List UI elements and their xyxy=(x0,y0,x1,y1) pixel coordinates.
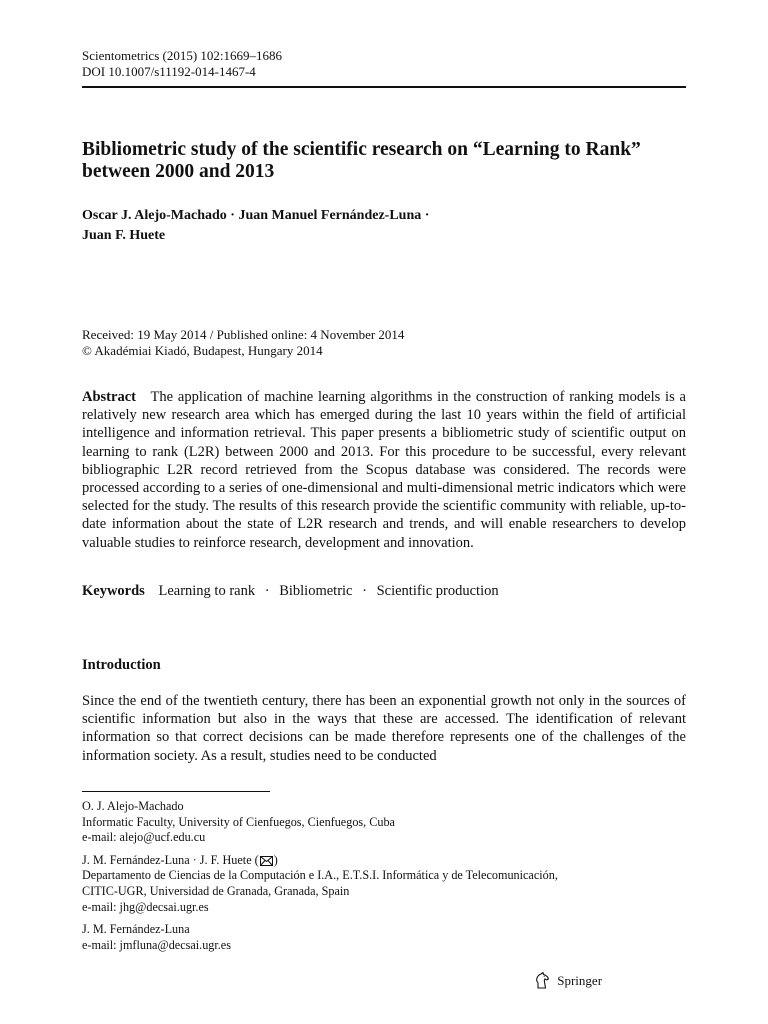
introduction-text: Since the end of the twentieth century, there has been an exponential growth not only in the sources of scientific information but also in the ways that these are accessed. The identification of relevant information so that correct decisions can be made therefore represents one of the challenges of the information society. As a result, studies need to be conducted xyxy=(82,693,686,764)
footnote-line: J. M. Fernández-Luna xyxy=(82,922,190,937)
footnote-email[interactable]: e-mail: alejo@ucf.edu.cu xyxy=(82,830,206,845)
journal-info xyxy=(82,48,282,80)
abstract-text: The application of machine learning algorithms in the construction of ranking models is a relatively new research area which has emerged during the last 10 years within the field of artificial intelligence and information retrieval. This paper presents a bibliometric study of scientific output on learning to rank (L2R) between 2000 and 2013. For this procedure to be successful, every relevant bibliographic L2R record retrieved from the Scopus database was considered. The records were processed according to a series of one-dimensional and multi-dimensional metric indicators which were selected for the study. The results of this research provide the scientific community with reliable, up-to-date information about the state of L2R research and trends, and will enable researchers to develop valuable studies to reinforce research, development and innovation. xyxy=(82,389,686,551)
footnote-email[interactable]: e-mail: jhg@decsai.ugr.es xyxy=(82,899,209,914)
footnote-line: Departamento de Ciencias de la Computación e I.A., E.T.S.I. Informática y de Telecomunicación, xyxy=(82,868,558,883)
footnote-email[interactable]: e-mail: jmfluna@decsai.ugr.es xyxy=(82,937,231,952)
footnote-names: J. M. Fernández-Luna · J. F. Huete xyxy=(82,852,252,867)
author-line-2: Juan F. Huete xyxy=(82,228,166,243)
footnote-author-1 xyxy=(82,799,686,846)
keyword-separator: · xyxy=(362,583,367,599)
keyword: Bibliometric xyxy=(279,583,353,599)
keyword-separator: · xyxy=(264,583,270,599)
author-line-1: Oscar J. Alejo-Machado · Juan Manuel Fernández-Luna · xyxy=(82,208,430,223)
keywords-label: Keywords xyxy=(82,583,145,599)
footnote-line xyxy=(82,853,686,869)
author-footnotes xyxy=(82,799,686,960)
footnote-line: Informatic Faculty, University of Cienfuegos, Cienfuegos, Cuba xyxy=(82,814,395,829)
page xyxy=(82,0,686,1024)
footnote-paren: ) xyxy=(273,852,278,867)
abstract xyxy=(82,388,686,552)
footnote-rule xyxy=(82,791,270,792)
header-rule xyxy=(82,86,686,88)
received-date: Received: 19 May 2014 / Published online: 4 November 2014 xyxy=(82,327,405,342)
keyword: Learning to rank xyxy=(158,583,256,599)
copyright-notice: © Akadémiai Kiadó, Budapest, Hungary 2014 xyxy=(82,343,323,358)
footnote-author-3 xyxy=(82,922,686,953)
section-heading-introduction: Introduction xyxy=(82,657,161,673)
keywords xyxy=(82,582,686,600)
abstract-label: Abstract xyxy=(82,389,136,405)
keyword: Scientific production xyxy=(376,583,499,599)
paper-title: Bibliometric study of the scientific research on “Learning to Rank” between 2000 and 2013 xyxy=(82,139,641,182)
publication-dates xyxy=(82,327,404,359)
publisher-mark xyxy=(534,972,602,989)
envelope-icon xyxy=(260,856,273,866)
footnote-paren: ( xyxy=(254,852,259,867)
journal-citation: Scientometrics (2015) 102:1669–1686 xyxy=(82,48,283,63)
publisher-name: Springer xyxy=(557,973,603,988)
springer-horse-icon xyxy=(534,972,550,989)
author-list xyxy=(82,206,672,246)
footnote-line: CITIC-UGR, Universidad de Granada, Granada, Spain xyxy=(82,883,350,898)
footnote-line: O. J. Alejo-Machado xyxy=(82,799,184,813)
journal-doi: DOI 10.1007/s11192-014-1467-4 xyxy=(82,64,256,79)
footnote-author-2 xyxy=(82,853,686,915)
